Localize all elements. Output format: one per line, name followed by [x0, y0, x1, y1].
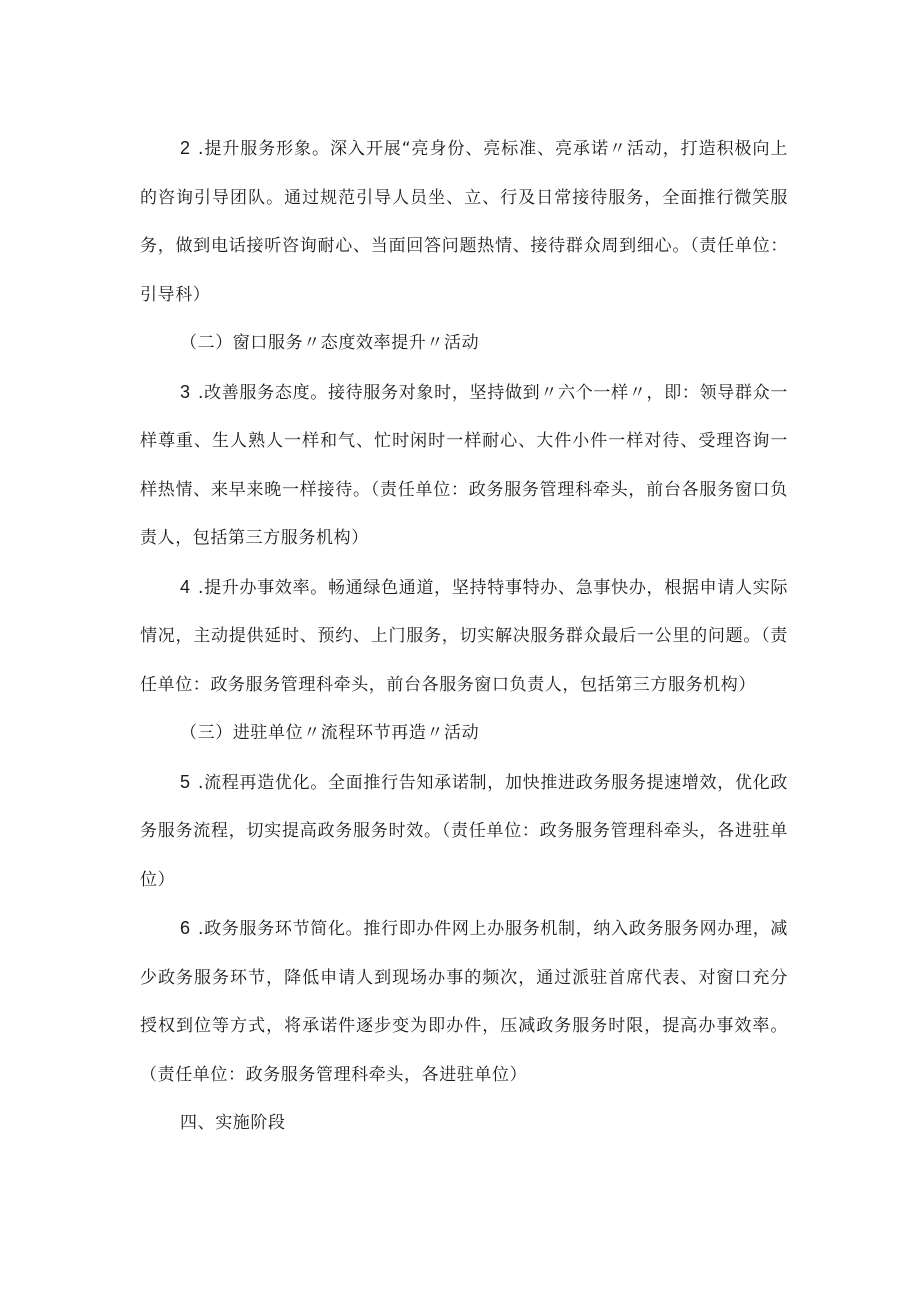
- paragraph-text: .提升服务形象。深入开展“亮身份、亮标准、亮承诺〃活动，打造积极向上的咨询引导团队。通过规范引导人员坐、立、行及日常接待服务，全面推行微笑服务，做到电话接听咨询耐心、当面回答问题热情、接待群众周到细心。（责任单位：引导科）: [140, 139, 788, 305]
- paragraph-item-3: [140, 368, 788, 563]
- section-heading-2: （二）窗口服务〃态度效率提升〃活动: [180, 333, 480, 353]
- item-number: 6: [180, 918, 191, 938]
- paragraph-item-5: [140, 758, 788, 905]
- paragraph-item-6: [140, 904, 788, 1099]
- section-heading-3: （三）进驻单位〃流程环节再造〃活动: [180, 723, 480, 743]
- paragraph-text: .流程再造优化。全面推行告知承诺制，加快推进政务服务提速增效，优化政务服务流程，切实提高政务服务时效。（责任单位：政务服务管理科牵头，各进驻单位）: [140, 772, 788, 890]
- item-number: 3: [180, 381, 191, 402]
- paragraph-item-4: [140, 563, 788, 710]
- item-number: 4: [180, 576, 191, 597]
- paragraph-text: .提升办事效率。畅通绿色通道，坚持特事特办、急事快办，根据申请人实际情况，主动提供延时、预约、上门服务，切实解决服务群众最后一公里的问题。（责任单位：政务服务管理科牵头，前台各服务窗口负责人，包括第三方服务机构）: [140, 577, 788, 695]
- paragraph-text: .改善服务态度。接待服务对象时，坚持做到〃六个一样〃，即：领导群众一样尊重、生人熟人一样和气、忙时闲时一样耐心、大件小件一样对待、受理咨询一样热情、来早来晚一样接待。（责任单位：政务服务管理科牵头，前台各服务窗口负责人，包括第三方服务机构）: [140, 382, 788, 548]
- paragraph-text: .政务服务环节简化。推行即办件网上办服务机制，纳入政务服务网办理，减少政务服务环节，降低申请人到现场办事的频次，通过派驻首席代表、对窗口充分授权到位等方式，将承诺件逐步变为即办件，压减政务服务时限，提高办事效率。（责任单位：政务服务管理科牵头，各进驻单位）: [140, 919, 788, 1085]
- paragraph-item-2: [140, 124, 788, 319]
- section-heading-4: 四、实施阶段: [180, 1113, 286, 1133]
- item-number: 2: [180, 138, 191, 158]
- item-number: 5: [180, 771, 191, 792]
- document-body: [140, 124, 788, 1148]
